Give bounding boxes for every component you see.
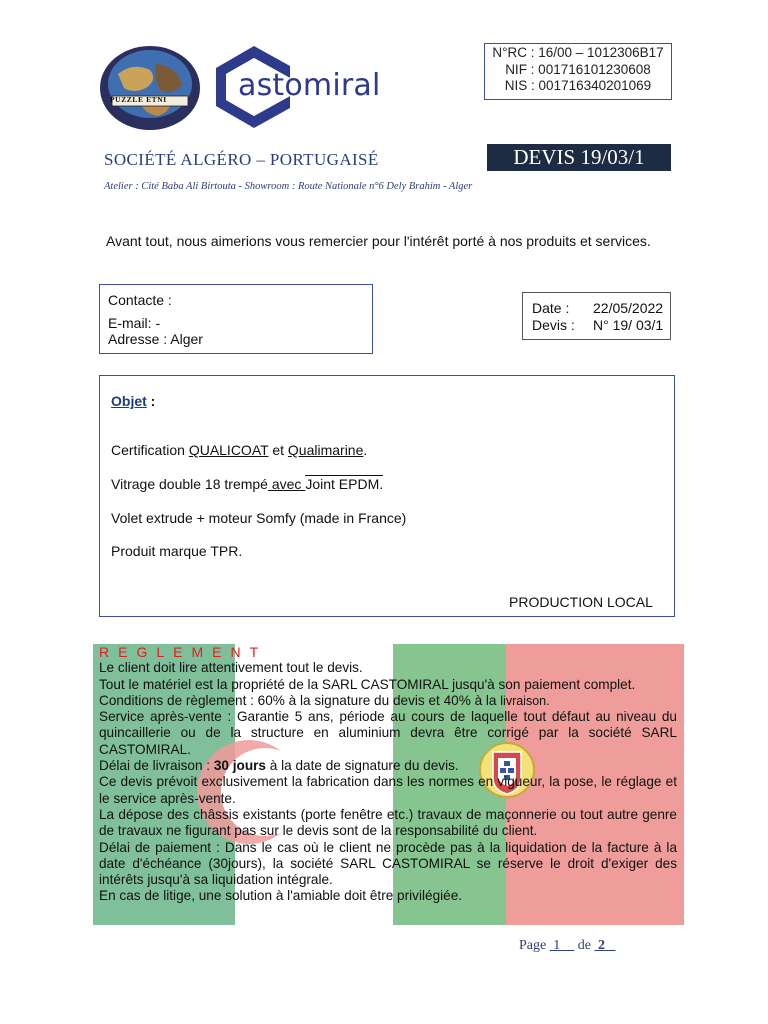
devis-value: N° 19/ 03/1: [593, 317, 664, 333]
volet-line: Volet extrude + moteur Somfy (made in France): [111, 510, 407, 526]
objet-heading: [111, 393, 155, 409]
produit-line: Produit marque TPR.: [111, 543, 243, 559]
reglement-line-5b: 30 jours: [213, 758, 266, 774]
page-total: [594, 938, 615, 953]
reglement-text: [99, 644, 677, 905]
reglement-line-4: Service après-vente : Garantie 5 ans, période au cours de laquelle tout défaut au niveau du quincaillerie ou de la structure en aluminium devra être corrigé par la société SARL CASTOMIRAL.: [99, 709, 677, 757]
vitrage-line: [111, 476, 383, 492]
production-line: PRODUCTION LOCAL: [509, 594, 653, 610]
company-name: SOCIÉTÉ ALGÉRO – PORTUGAISÉ: [104, 150, 379, 169]
objet-box: [99, 375, 675, 617]
registration-box: [484, 43, 672, 100]
nis-number: NIS : 001716340201069: [504, 78, 652, 93]
date-label: Date :: [532, 300, 570, 316]
atelier-address: Atelier : Cité Baba Ali Birtouta - Showroom : Route Nationale n°6 Dely Brahim - Alger: [104, 181, 473, 192]
contact-box: [99, 284, 373, 354]
email-line: E-mail: -: [108, 315, 161, 331]
reglement-line-3b: livraison.: [500, 693, 550, 708]
reglement-line-5a: Délai de livraison :: [99, 758, 214, 774]
reglement-line-3a: Conditions de règlement : 60% à la signature du devis et 40% à la: [99, 692, 501, 708]
reglement-line-6: Ce devis prévoit exclusivement la fabrication dans les normes en vigueur, la pose, le réglage et le service après-vente.: [99, 774, 677, 806]
reglement-line-8: Délai de paiement : Dans le cas où le client ne procède pas à la liquidation de la facture à la date d'échéance (30jours), la société SARL CASTOMIRAL se réserve le droit d'exiger des intérêts jusqu'à sa liquidation intégrale.: [99, 839, 677, 888]
objet-title: Objet: [111, 393, 147, 409]
address-line: Adresse : Alger: [108, 331, 203, 347]
nif-number: NIF : 001716101230608: [505, 61, 651, 77]
rc-number: N°RC : 16/00 – 1012306B17: [492, 45, 664, 60]
page-total-value: 2: [597, 938, 605, 953]
page-label: Page: [519, 938, 550, 953]
reglement-panel: [93, 644, 684, 925]
objet-colon: :: [146, 393, 156, 409]
cert-suffix: .: [363, 442, 368, 458]
of-label: de: [577, 938, 595, 953]
cert-qualimarine: Qualimarine: [287, 442, 364, 458]
cert-mid: et: [268, 442, 288, 458]
reglement-line-3: [99, 693, 677, 709]
reglement-line-5c: à la date de signature du devis.: [265, 758, 459, 774]
contact-label: Contacte :: [108, 292, 172, 308]
page-current-value: 1: [553, 938, 561, 953]
date-value: 22/05/2022: [593, 300, 664, 316]
vitrage-avec: avec: [267, 476, 306, 492]
vitrage-prefix: Vitrage double 18 trempé: [111, 476, 268, 492]
puzzle-logo-text: PUZZLE ETNI: [110, 95, 167, 104]
devis-title: DEVIS 19/03/1: [487, 144, 671, 171]
page-current: [550, 938, 575, 953]
reglement-line-1: Le client doit lire attentivement tout le devis.: [99, 660, 363, 676]
reglement-line-7: La dépose des châssis existants (porte fenêtre etc.) travaux de maçonnerie ou tout autre genre de travaux ne figurant pas sur le devis sont de la responsabilité du client.: [99, 806, 677, 839]
page-number: [519, 938, 615, 954]
reglement-title: REGLEMENT: [99, 644, 268, 660]
vitrage-suffix: Joint EPDM.: [305, 476, 384, 492]
reglement-line-2: Tout le matériel est la propriété de la SARL CASTOMIRAL jusqu'à son paiement complet.: [99, 676, 636, 692]
reglement-line-9: En cas de litige, une solution à l'amiable doit être privilégiée.: [99, 888, 463, 904]
intro-text: Avant tout, nous aimerions vous remercier pour l'intérêt porté à nos produits et services.: [106, 233, 651, 249]
cert-prefix: Certification: [111, 442, 189, 458]
date-box: [522, 292, 671, 340]
reglement-line-5: [99, 758, 677, 774]
devis-label: Devis :: [532, 317, 575, 333]
cert-qualicoat: QUALICOAT: [188, 442, 269, 458]
certification-line: [111, 442, 367, 458]
puzzle-logo: [98, 44, 202, 132]
castomiral-logo-text: astomiral: [238, 68, 381, 103]
